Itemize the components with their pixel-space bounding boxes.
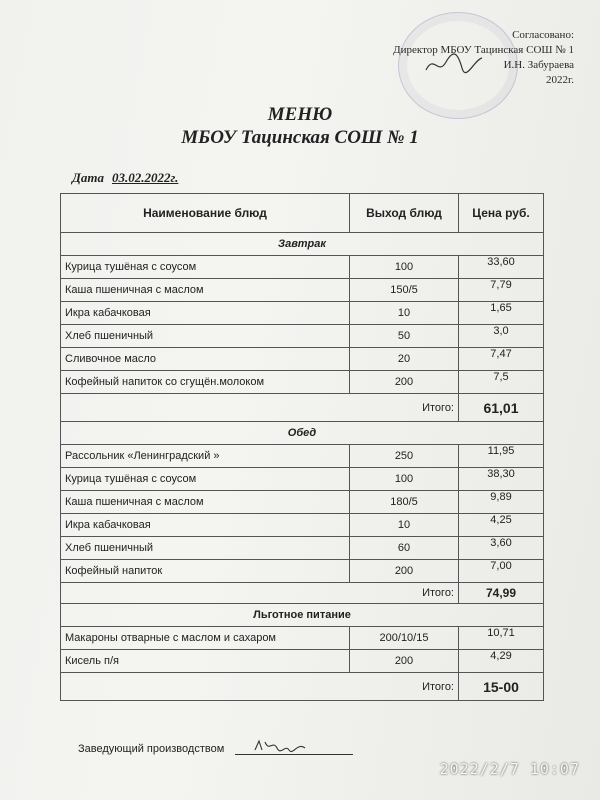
footer-label: Заведующий производством xyxy=(78,743,225,755)
dish-name: Рассольник «Ленинградский » xyxy=(61,445,350,468)
header-price: Цена руб. xyxy=(459,194,544,233)
dish-yield: 200 xyxy=(350,650,459,673)
dish-price: 10,71 xyxy=(459,627,544,650)
dish-yield: 180/5 xyxy=(350,491,459,514)
dish-price: 1,65 xyxy=(459,302,544,325)
dish-name: Икра кабачковая xyxy=(61,514,350,537)
dish-price: 3,60 xyxy=(459,537,544,560)
section-row xyxy=(61,233,544,256)
section-breakfast: Завтрак xyxy=(61,233,544,256)
dish-name: Сливочное масло xyxy=(61,348,350,371)
dish-yield: 10 xyxy=(350,302,459,325)
dish-price: 7,5 xyxy=(459,371,544,394)
dish-yield: 50 xyxy=(350,325,459,348)
dish-price: 7,79 xyxy=(459,279,544,302)
table-row xyxy=(61,445,544,468)
table-row xyxy=(61,348,544,371)
table-row xyxy=(61,537,544,560)
dish-name: Курица тушёная с соусом xyxy=(61,468,350,491)
total-row xyxy=(61,394,544,422)
menu-table xyxy=(60,193,544,701)
table-row xyxy=(61,650,544,673)
header-dish-name: Наименование блюд xyxy=(61,194,350,233)
section-lunch: Обед xyxy=(61,422,544,445)
approval-name: И.Н. Забураева xyxy=(503,59,574,71)
dish-name: Макароны отварные с маслом и сахаром xyxy=(61,627,350,650)
dish-price: 4,29 xyxy=(459,650,544,673)
approval-heading: Согласовано: xyxy=(512,29,574,41)
dish-price: 11,95 xyxy=(459,445,544,468)
dish-name: Хлеб пшеничный xyxy=(61,537,350,560)
total-row xyxy=(61,673,544,701)
total-label: Итого: xyxy=(61,394,459,422)
dish-price: 33,60 xyxy=(459,256,544,279)
table-row xyxy=(61,279,544,302)
dish-price: 7,47 xyxy=(459,348,544,371)
dish-yield: 200/10/15 xyxy=(350,627,459,650)
section-row xyxy=(61,604,544,627)
table-row xyxy=(61,468,544,491)
dish-name: Хлеб пшеничный xyxy=(61,325,350,348)
page-subtitle: МБОУ Тацинская СОШ № 1 xyxy=(181,127,419,148)
photo-timestamp: 2022/2/7 10:07 xyxy=(439,760,580,778)
date-label: Дата xyxy=(72,170,104,185)
dish-yield: 100 xyxy=(350,256,459,279)
dish-price: 9,89 xyxy=(459,491,544,514)
dish-name: Каша пшеничная с маслом xyxy=(61,491,350,514)
total-value: 74,99 xyxy=(459,583,544,604)
table-row xyxy=(61,627,544,650)
table-row xyxy=(61,256,544,279)
dish-price: 3,0 xyxy=(459,325,544,348)
total-label: Итого: xyxy=(61,583,459,604)
page-title: МЕНЮ xyxy=(267,104,333,125)
dish-name: Кофейный напиток со сгущён.молоком xyxy=(61,371,350,394)
dish-yield: 200 xyxy=(350,371,459,394)
dish-price: 7,00 xyxy=(459,560,544,583)
table-row xyxy=(61,560,544,583)
total-label: Итого: xyxy=(61,673,459,701)
dish-price: 4,25 xyxy=(459,514,544,537)
section-subsidized: Льготное питание xyxy=(61,604,544,627)
table-row xyxy=(61,302,544,325)
dish-name: Курица тушёная с соусом xyxy=(61,256,350,279)
dish-yield: 20 xyxy=(350,348,459,371)
date-value: 03.02.2022г. xyxy=(112,170,179,185)
dish-name: Кисель п/я xyxy=(61,650,350,673)
date-line xyxy=(72,170,178,186)
approval-year: 2022г. xyxy=(545,74,574,86)
dish-name: Каша пшеничная с маслом xyxy=(61,279,350,302)
signature-line xyxy=(235,740,353,755)
section-row xyxy=(61,422,544,445)
manager-signature-icon xyxy=(253,738,313,754)
dish-yield: 100 xyxy=(350,468,459,491)
total-value: 15-00 xyxy=(459,673,544,701)
table-row xyxy=(61,514,544,537)
approval-director: Директор МБОУ Тацинская СОШ № 1 xyxy=(393,44,574,56)
total-value: 61,01 xyxy=(459,394,544,422)
table-header-row xyxy=(61,194,544,233)
table-row xyxy=(61,371,544,394)
dish-yield: 60 xyxy=(350,537,459,560)
dish-name: Икра кабачковая xyxy=(61,302,350,325)
dish-yield: 150/5 xyxy=(350,279,459,302)
dish-yield: 200 xyxy=(350,560,459,583)
table-row xyxy=(61,491,544,514)
header-yield: Выход блюд xyxy=(350,194,459,233)
dish-yield: 250 xyxy=(350,445,459,468)
director-signature-icon xyxy=(424,50,484,78)
footer-signature xyxy=(78,740,353,755)
dish-yield: 10 xyxy=(350,514,459,537)
dish-name: Кофейный напиток xyxy=(61,560,350,583)
dish-price: 38,30 xyxy=(459,468,544,491)
total-row xyxy=(61,583,544,604)
table-row xyxy=(61,325,544,348)
